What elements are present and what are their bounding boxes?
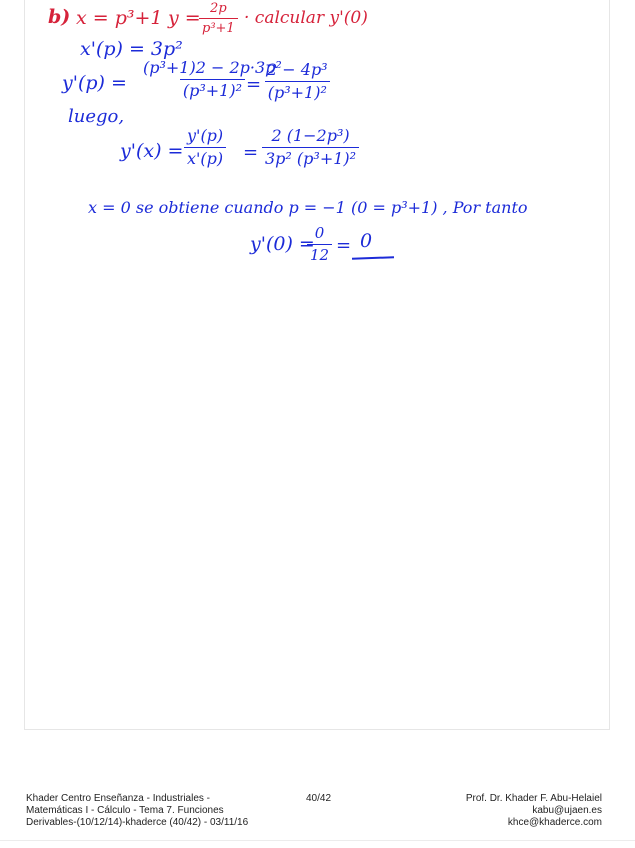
- final-fraction: [307, 226, 332, 264]
- final-denominator: 12: [307, 244, 332, 264]
- definition-y-fraction: [199, 2, 238, 35]
- page-number: 40/42: [306, 793, 332, 804]
- bottom-rule: [0, 840, 635, 841]
- dydx-equals: =: [243, 142, 259, 163]
- dydx-fraction: [184, 128, 226, 168]
- final-result: 0: [360, 230, 373, 252]
- dydx-result-numerator: 2 (1−2p³): [271, 126, 350, 145]
- y-prime-simplified-numerator: 2 − 4p³: [267, 60, 328, 79]
- footer-left: [26, 793, 248, 829]
- footer-left-line: Matemáticas I - Cálculo - Tema 7. Funciones: [26, 805, 224, 816]
- author-name: Prof. Dr. Khader F. Abu-Helaiel: [465, 793, 602, 804]
- y-prime-numerator: (p³+1)2 − 2p·3p²: [143, 58, 282, 77]
- definition-y-lhs: y =: [168, 7, 201, 29]
- y-prime-simplified-denominator: (p³+1)²: [265, 81, 330, 102]
- footer-left-line: Derivables-(10/12/14)-khaderce (40/42) - 03/11/16: [26, 817, 249, 828]
- y-prime-lhs: y'(p) =: [62, 72, 127, 94]
- x-prime-expression: x'(p) = 3p²: [80, 38, 183, 60]
- luego-text: luego,: [68, 106, 125, 127]
- author-email-secondary: khce@khaderce.com: [507, 817, 602, 828]
- footer-right: [466, 793, 602, 829]
- y-prime-equals: =: [246, 74, 262, 95]
- dydx-lhs: y'(x) =: [120, 140, 184, 162]
- dydx-numerator: y'(p): [187, 126, 224, 145]
- dydx-result-denominator: 3p² (p³+1)²: [262, 147, 359, 168]
- dydx-denominator: x'(p): [184, 147, 226, 168]
- final-numerator: 0: [314, 224, 325, 242]
- definition-y-denominator: p³+1: [199, 18, 238, 36]
- final-equals: =: [336, 235, 352, 256]
- footer-left-line: Khader Centro Enseñanza - Industriales -: [26, 793, 210, 804]
- y-prime-simplified: [264, 62, 331, 102]
- problem-label: b): [48, 6, 71, 28]
- final-lhs: y'(0) =: [250, 233, 315, 255]
- definition-x: x = p³+1: [76, 7, 163, 29]
- y-prime-denominator: (p³+1)²: [180, 79, 245, 100]
- task-statement: · calcular y'(0): [244, 8, 368, 28]
- conclusion-text: x = 0 se obtiene cuando p = −1 (0 = p³+1) , Por tanto: [88, 198, 528, 217]
- definition-y-numerator: 2p: [210, 1, 227, 16]
- author-email: kabu@ujaen.es: [532, 805, 602, 816]
- dydx-result: [262, 128, 359, 168]
